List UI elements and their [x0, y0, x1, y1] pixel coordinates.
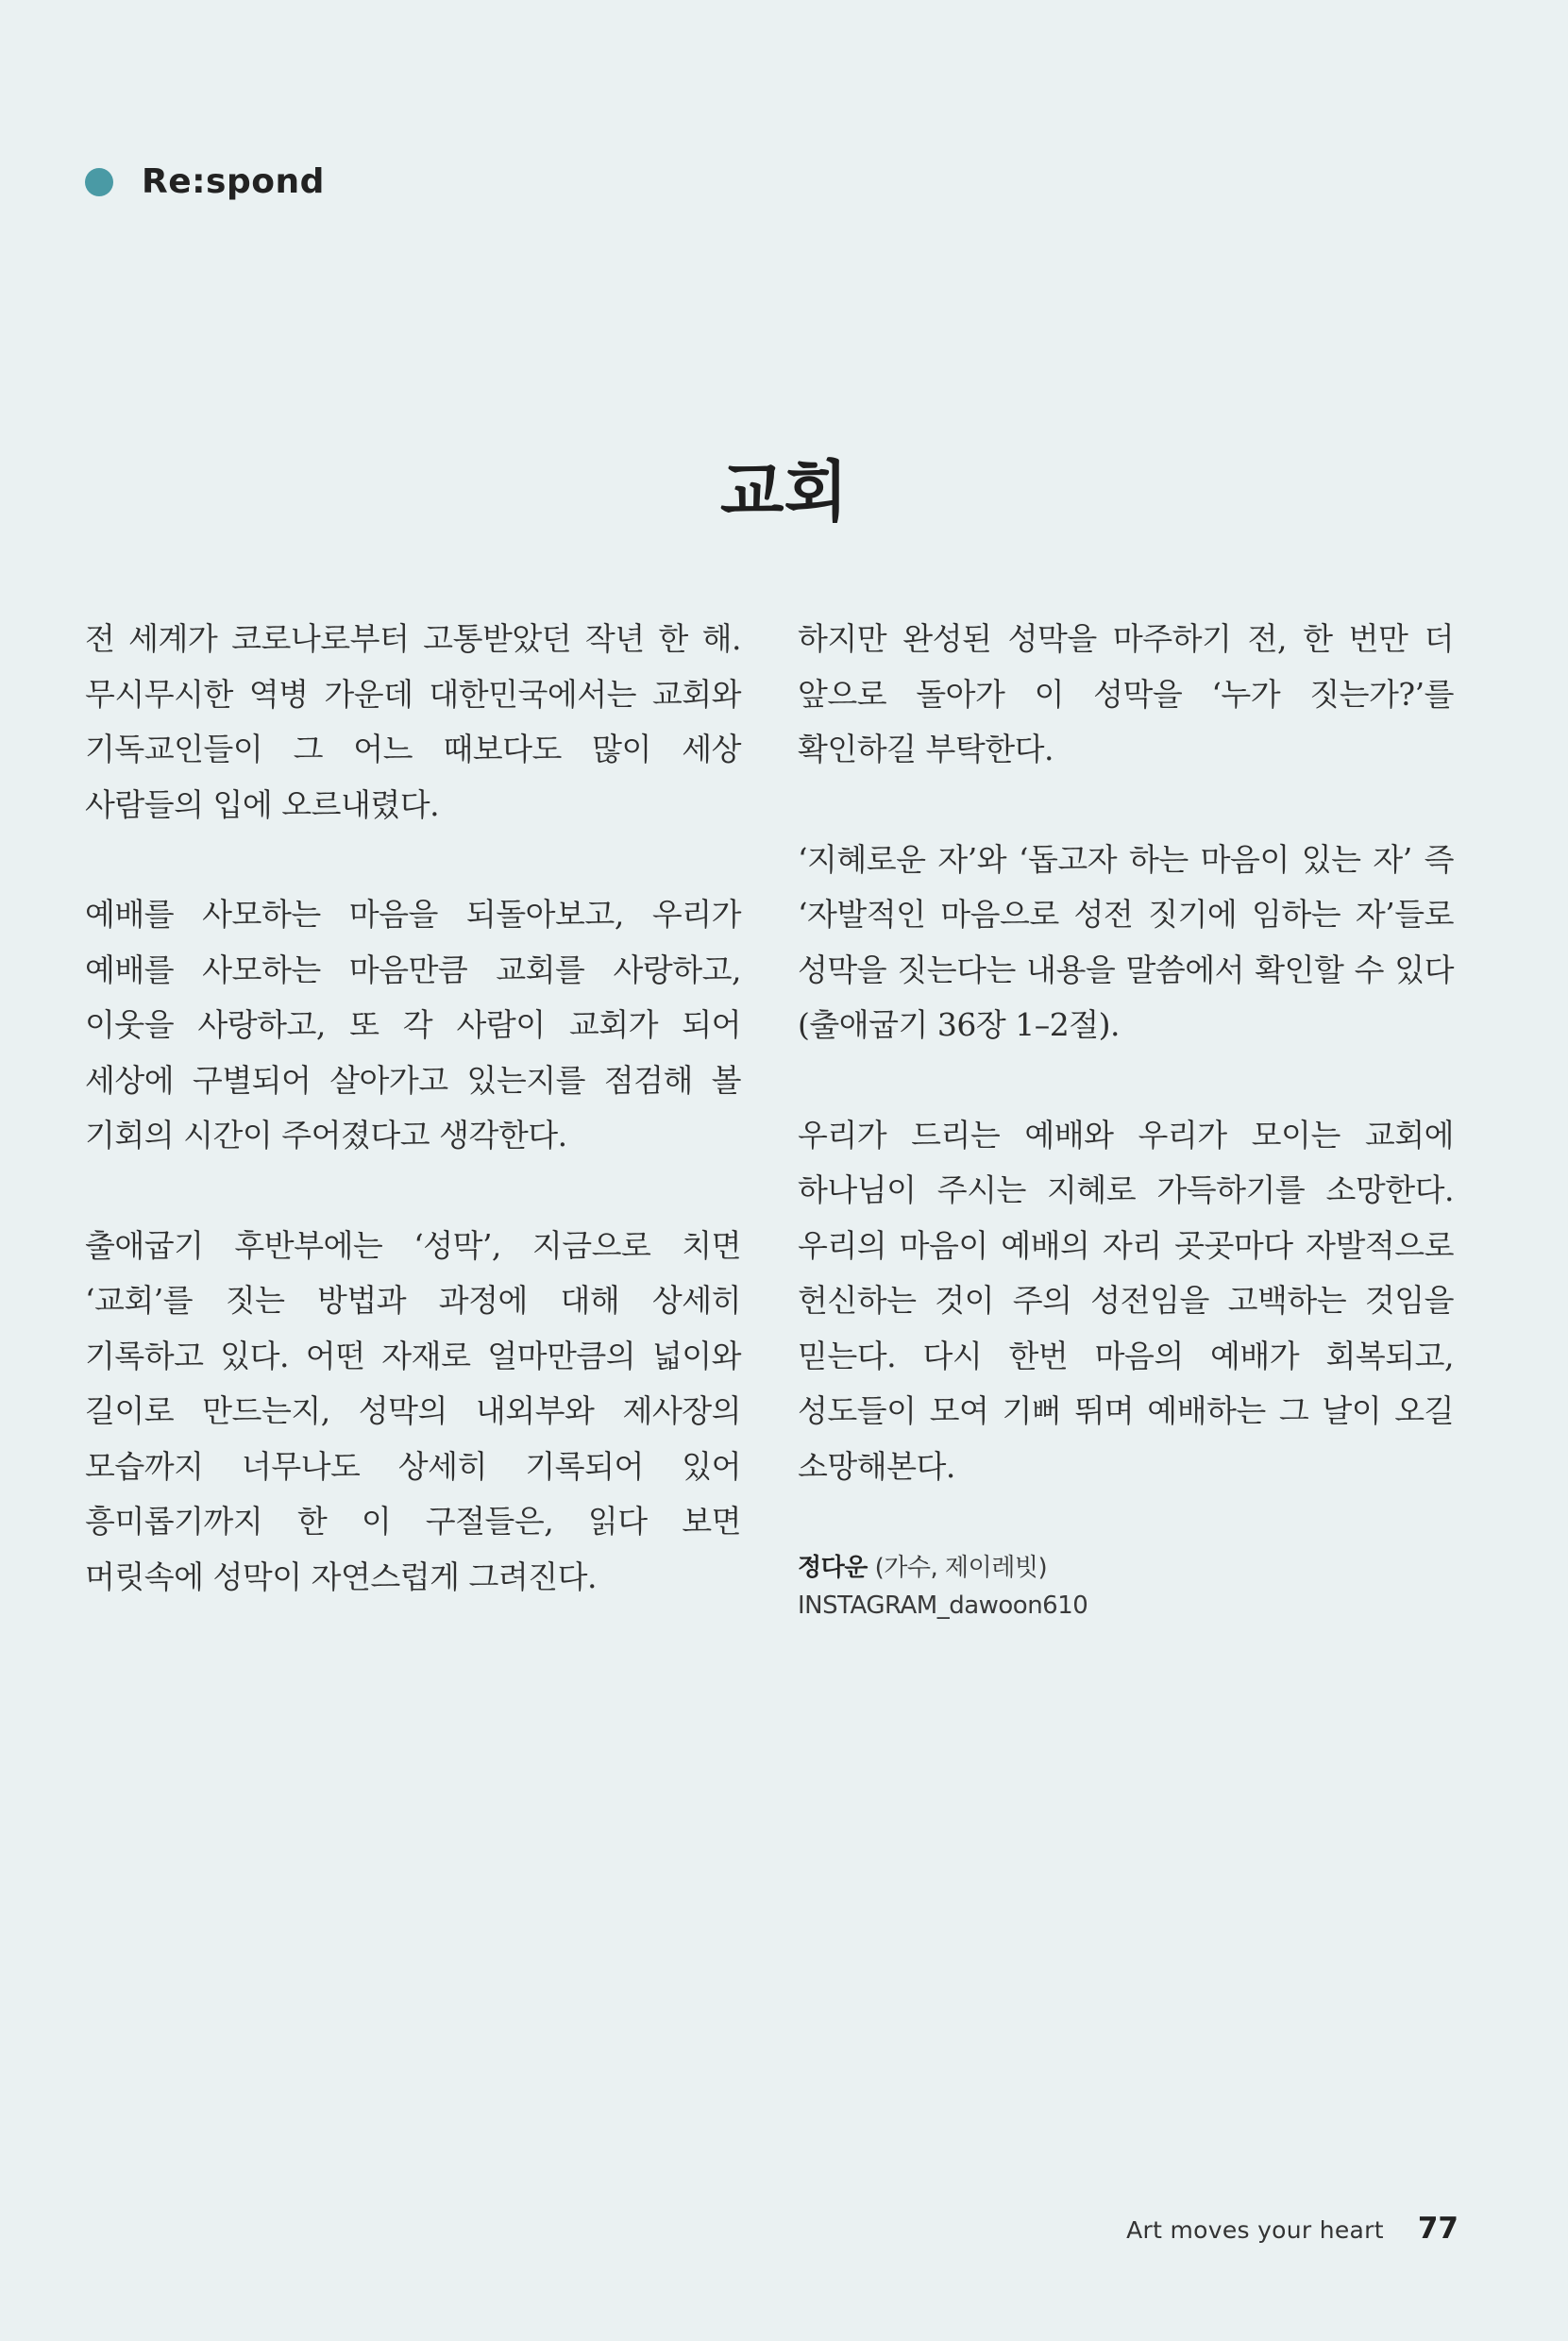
section-tag [85, 162, 325, 201]
footer-slogan: Art moves your heart [1126, 2216, 1384, 2244]
page-footer [1126, 2212, 1458, 2246]
section-dot-icon [85, 168, 113, 196]
author-instagram: INSTAGRAM_dawoon610 [798, 1592, 1088, 1620]
article-right-column [798, 612, 1454, 1625]
paragraph: 전 세계가 코로나로부터 고통받았던 작년 한 해. 무시무시한 역병 가운데 대한민국에서는 교회와 기독교인들이 그 어느 때보다도 많이 세상 사람들의 입에 오르내렸다. [85, 620, 741, 823]
paragraph: 우리가 드리는 예배와 우리가 모이는 교회에 하나님이 주시는 지혜로 가득하기를 소망한다. 우리의 마음이 예배의 자리 곳곳마다 자발적으로 헌신하는 것이 주의 성전임을 고백하는 것임을 믿는다. 다시 한번 마음의 예배가 회복되고, 성도들이 모여 기뻐 뛰며 예배하는 그 날이 오길 소망해본다. [798, 1116, 1454, 1485]
article-title: 교회 [719, 452, 849, 531]
paragraph: 예배를 사모하는 마음을 되돌아보고, 우리가 예배를 사모하는 마음만큼 교회를 사랑하고, 이웃을 사랑하고, 또 각 사람이 교회가 되어 세상에 구별되어 살아가고 있는지를 점검해 볼 기회의 시간이 주어졌다고 생각한다. [85, 896, 741, 1154]
article-left-column [85, 612, 741, 1659]
paragraph: 출애굽기 후반부에는 ‘성막’, 지금으로 치면 ‘교회’를 짓는 방법과 과정에 대해 상세히 기록하고 있다. 어떤 자재로 얼마만큼의 넓이와 길이로 만드는지, 성막의 내외부와 제사장의 모습까지 너무나도 상세히 기록되어 있어 흥미롭기까지 한 이 구절들은, 읽다 보면 머릿속에 성막이 자연스럽게 그려진다. [85, 1226, 741, 1595]
author-role: (가수, 제이레빗) [874, 1554, 1048, 1582]
author-credit [798, 1549, 1454, 1625]
section-label: Re:spond [142, 162, 325, 201]
author-name: 정다운 [798, 1554, 868, 1582]
page-number: 77 [1417, 2212, 1458, 2246]
paragraph: ‘지혜로운 자’와 ‘돕고자 하는 마음이 있는 자’ 즉 ‘자발적인 마음으로 성전 짓기에 임하는 자’들로 성막을 짓는다는 내용을 말씀에서 확인할 수 있다(출애굽기 36장 1–2절). [798, 840, 1454, 1043]
paragraph: 하지만 완성된 성막을 마주하기 전, 한 번만 더 앞으로 돌아가 이 성막을 ‘누가 짓는가?’를 확인하길 부탁한다. [798, 620, 1454, 767]
